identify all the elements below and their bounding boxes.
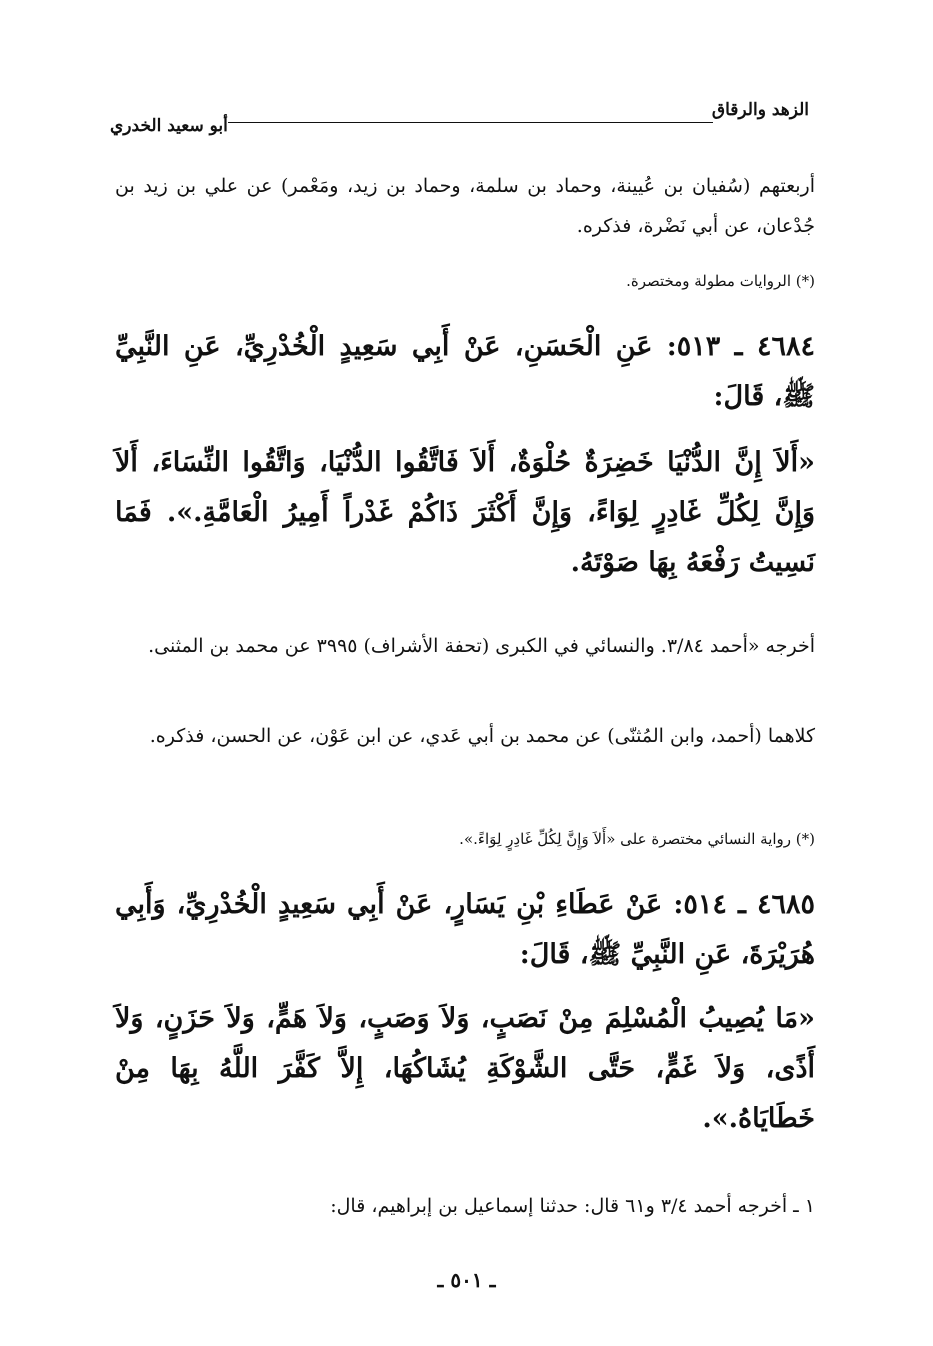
footnote-note: (*) الروايات مطولة ومختصرة. bbox=[626, 272, 815, 290]
takhrij-paragraph: أخرجه «أحمد ٣/٨٤. والنسائي في الكبرى (تحفة الأشراف) ٣٩٩٥ عن محمد بن المثنى. bbox=[148, 635, 815, 657]
hadith-text-4685: «مَا يُصِيبُ الْمُسْلِمَ مِنْ نَصَبٍ، وَلاَ وَصَبٍ، وَلاَ هَمٍّ، وَلاَ حَزَنٍ، وَلاَ أَذًى، وَلاَ غَمٍّ، حَتَّى الشَّوْكَةِ يُشَاكُهَا، إِلاَّ كَفَّرَ اللَّهُ بِهَا مِنْ خَطَايَاهُ.». bbox=[115, 1003, 815, 1134]
hadith-heading-4685: ٤٦٨٥ ـ ٥١٤: عَنْ عَطَاءِ بْنِ يَسَارٍ، عَنْ أَبِي سَعِيدٍ الْخُدْرِيِّ، وَأَبِي هُرَيْرَةَ، عَنِ النَّبِيِّ ﷺ، قَالَ: bbox=[115, 889, 815, 970]
book-title: الزهد والرقاق bbox=[711, 100, 809, 120]
source-chain-paragraph: أربعتهم (سُفيان بن عُيينة، وحماد بن سلمة، وحماد بن زيد، ومَعْمر) عن علي بن زيد بن جُدْعان، عن أبي نَضْرة، فذكره. bbox=[115, 175, 815, 237]
footnote-note-2: (*) رواية النسائي مختصرة على «أَلاَ وَإِنَّ لِكُلِّ غَادِرٍ لِوَاءً.». bbox=[459, 830, 815, 848]
hadith-heading-4684: ٤٦٨٤ ـ ٥١٣: عَنِ الْحَسَنِ، عَنْ أَبِي سَعِيدٍ الْخُدْرِيِّ، عَنِ النَّبِيِّ ﷺ، قَالَ: bbox=[115, 331, 815, 412]
chapter-title: أبو سعيد الخدري bbox=[110, 116, 228, 136]
narrators-paragraph: كلاهما (أحمد، وابن المُثنّى) عن محمد بن أبي عَدي، عن ابن عَوْن، عن الحسن، فذكره. bbox=[149, 725, 815, 747]
header-rule bbox=[228, 122, 713, 123]
running-header bbox=[110, 100, 809, 134]
hadith-text-4684: «أَلاَ إِنَّ الدُّنْيَا خَضِرَةٌ حُلْوَةٌ، أَلاَ فَاتَّقُوا الدُّنْيَا، وَاتَّقُوا النِّسَاءَ، أَلاَ وَإِنَّ لِكُلِّ غَادِرٍ لِوَاءً، وَإِنَّ أَكْثَرَ ذَاكُمْ غَدْراً أَمِيرُ الْعَامَّةِ.». فَمَا نَسِيتُ رَفْعَهُ بِهَا صَوْتَهُ. bbox=[115, 447, 815, 578]
takhrij-paragraph-2: ١ ـ أخرجه أحمد ٣/٤ و٦١ قال: حدثنا إسماعيل بن إبراهيم، قال: bbox=[330, 1195, 815, 1217]
page-number: ـ ٥٠١ ـ bbox=[437, 1268, 496, 1292]
